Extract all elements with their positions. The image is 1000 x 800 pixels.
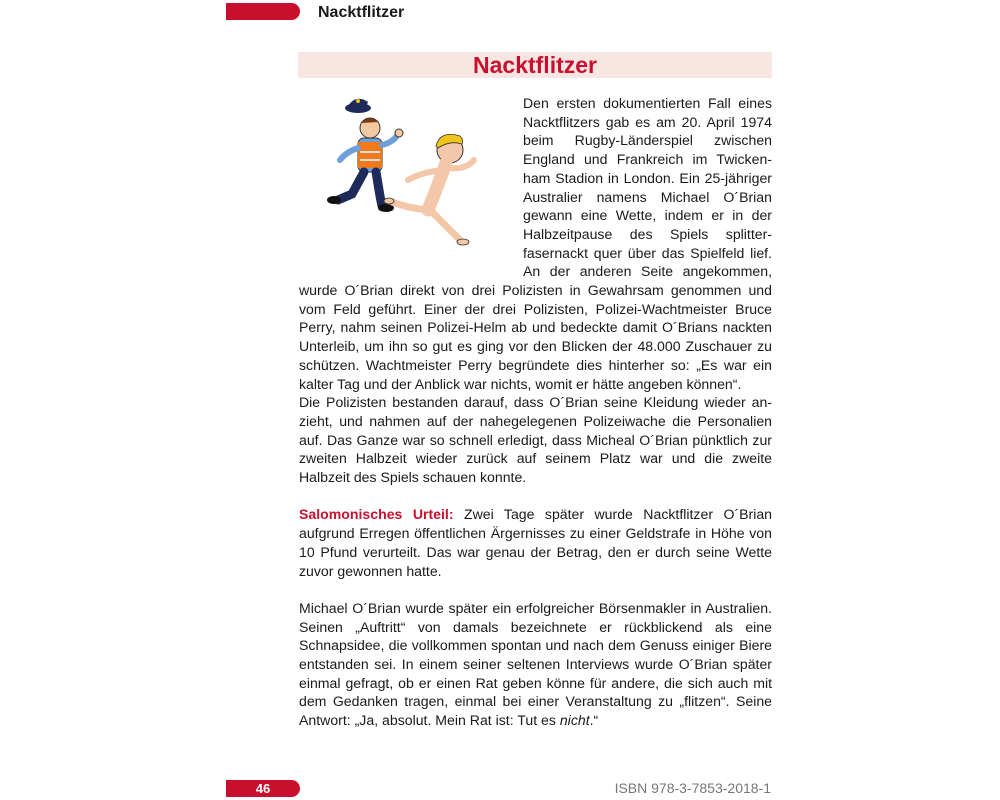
paragraph-4-text: Michael O´Brian wurde später ein erfolgreicher Börsenmakler in Australien. Seinen „Auftritt“ von damals bezeichnete er rückblickend als eine Schnapsidee, die vollkommen spontan und nach dem Genuss einiger Biere entstanden sei. In einem seiner seltenen Interviews wurde O´Brian später einmal gefragt, ob er einen Rat geben könne für andere, die sich auch mit dem Gedanken tragen, einmal bei einer Veranstaltung zu „flitzen“. Seine Antwort: „Ja, absolut. Mein Rat ist: Tut es [299,599,772,729]
article-body [299,94,772,730]
emphasis-nicht: nicht [559,712,590,729]
isbn: ISBN 978-3-7853-2018-1 [614,780,771,796]
header-tab-marker [226,3,300,20]
verdict-text: Zwei Tage später wurde Nacktflitzer O´Brian aufgrund Erregen öffentlichen Ärgernisses zu einer Geldstrafe in Höhe von 10 Pfund verurteilt. Das war genau der Betrag, den er durch seine Wette zuvor gewonnen hatte. [299,506,772,579]
paragraph-4-end: .“ [589,712,599,729]
paragraph-2: Die Polizisten bestanden darauf, dass O´Brian seine Kleidung wieder anzieht, und nahmen auf der nahegelegenen Polizeiwache die Personalien auf. Das Ganze war so schnell erledigt, dass Micheal O´Brian pünktlich zur zweiten Halbzeit wieder zurück auf seinem Platz war und die zweite Halbzeit des Spiels schauen konnte. [299,394,772,486]
paragraph-3 [299,505,772,580]
paragraph-1: Den ersten dokumentierten Fall eines Nacktflitzers gab es am 20. April 1974 beim Rugby-Länderspiel zwischen England und Frankreich im Twickenham Stadion in London. Ein 25-jähriger Australier namens Michael O´Brian gewann eine Wette, indem er in der Halbzeitpause des Spiels splitterfasernackt quer über das Spielfeld lief. An der anderen Seite angekommen, wurde O´Brian direkt von drei Polizisten in Gewahrsam genommen und vom Feld geführt. Einer der drei Polizisten, Polizei-Wachtmeister Bruce Perry, nahm seinen Polizei-Helm ab und bedeckte damit O´Brians nackten Unterleib, um ihn so gut es ging vor den Blicken der 48.000 Zuschauer zu schützen. Wachtmeister Perry begründete dies hinterher so: „Es war ein kalter Tag und der Anblick war nichts, womit er hätte angeben können“. [299,95,772,392]
paragraph-4 [299,599,772,730]
page-number: 46 [226,780,300,797]
article-title: Nacktflitzer [473,52,597,78]
illustration-spacer [299,94,523,264]
verdict-label: Salomonisches Urteil: [299,506,454,523]
section-title: Nacktflitzer [318,4,405,21]
